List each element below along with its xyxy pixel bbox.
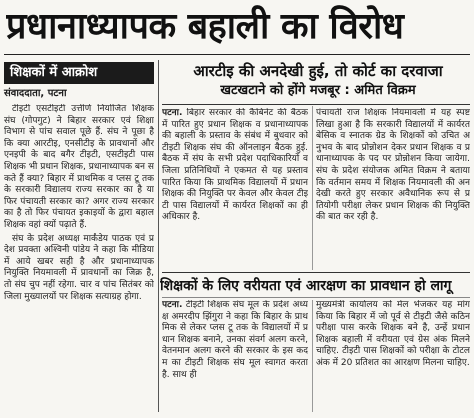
headline-rule bbox=[4, 54, 470, 55]
deck-rule bbox=[162, 104, 470, 105]
subhead-rule-top bbox=[162, 272, 470, 273]
column-divider-main bbox=[158, 60, 159, 412]
column-5-text: मुख्यमंत्री कार्यालय को मेल भेजकर यह मांग किया कि बिहार में जो पूर्व से टीइटी जैसे कठिन परीक्षा पास करके शिक्षक बने है, उन्हें प्रधान शिक्षक बहाली में वरीयता एवं ग्रेस अंक मिलने चाहिए. टीइटी पास शिक्षकों को परीक्षा के टोटल अंक में 20 प्रतिशत का आरक्षण मिलना चाहिए. bbox=[316, 300, 470, 368]
headline: प्रधानाध्यापक बहाली का विरोध bbox=[6, 5, 404, 47]
column-4 bbox=[162, 300, 308, 412]
subhead: शिक्षकों के लिए वरीयता एवं आरक्षण का प्रावधान हो लागू bbox=[160, 278, 452, 294]
deck-line-2: खटखटाने को होंगे मजबूर : अमित विक्रम bbox=[220, 83, 416, 98]
kicker-label: शिक्षकों में आक्रोश bbox=[4, 62, 154, 84]
column-3 bbox=[316, 108, 470, 270]
column-2 bbox=[162, 108, 308, 270]
byline: संवाददाता, पटना bbox=[4, 88, 67, 99]
column-2-dateline: पटना. bbox=[162, 108, 183, 118]
column-3-text: पंचायती राज शिक्षक नियमावली में यह स्पष्ट लिखा हुआ है कि सरकारी विद्यालयों में कार्यरत बेसिक व स्नातक ग्रेड के शिक्षकों को उचित अनुभव के बाद प्रोन्नोशन देकर प्रधान शिक्षक व प्रधानाध्यापक के पद पर प्रोन्नोशन किया जायेगा. संघ के प्रदेश संयोजक अमित विक्रम ने बताया कि वर्तमान समय में शिक्षक नियमावली की अनदेखी करते हुए सरकार अवैधानिक रूप से प्रतियोगी परीक्षा लेकर प्रधान शिक्षक की नियुक्ति की बात कर रही है. bbox=[316, 108, 470, 223]
column-1-paragraph-2: संघ के प्रदेश अध्यक्ष मार्कंडेय पाठक एवं प्रदेश प्रवक्ता अश्विनी पांडेय ने कहा कि मीडिया में आये खबर सही है और प्रधानाध्यापक नियुक्ति नियमावली में प्रावधानों का जिक्र है, तो संघ चुप नहीं रहेगा. चार व पांच सितंबर को जिला मुख्यालयों पर शिक्षक सत्याग्रह होगा. bbox=[4, 233, 154, 302]
column-divider-upper bbox=[312, 106, 313, 270]
column-1 bbox=[4, 104, 154, 414]
column-2-text: बिहार सरकार की कैबिनेट की बैठक में पारित हुए प्रधान शिक्षक व प्रधानाध्यापक की बहाली के प्रस्ताव के संबंध में बुधवार को टीइटी शिक्षक संघ की ऑनलाइन बैठक हुई. बैठक में संघ के सभी प्रदेश पदाधिकारियों व जिला प्रतिनिधियों ने एकमत से यह प्रस्ताव पारित किया कि प्राथमिक विद्यालयों में प्रधान शिक्षक की नियुक्ति पर केवल और केवल टीइटी पास विद्यालयों में कार्यरत शिक्षकों का ही अधिकार है. bbox=[162, 108, 308, 223]
column-4-dateline: पटना. bbox=[162, 300, 183, 310]
column-4-text: टीइटी शिक्षक संघ मूल के प्रदेश अध्यक्ष अमरदीप झिंगुरा ने कहा कि बिहार के प्राथमिक से लेकर प्लस टू तक के विद्यालयों में प्रधान शिक्षक बनाने, उनका संवर्ग अलग करने, वेतनमान अलग करने की सरकार के इस कदम का टीइटी शिक्षक संघ मूल स्वागत करता है. साथ ही bbox=[162, 300, 308, 380]
column-divider-lower bbox=[312, 300, 313, 412]
deck-line-1: आरटीइ की अनदेखी हुई, तो कोर्ट का दरवाजा bbox=[193, 62, 443, 80]
subhead-rule-bottom bbox=[162, 297, 470, 298]
column-1-paragraph-1: टीइटी एसटीइटी उत्तीर्ण नियोजित शिक्षक संघ (गोपगुट) ने बिहार सरकार एवं शिक्षा विभाग से पांच सवाल पूछे हैं. संघ ने पूछा है कि क्या आरटीइ, एनसीटीइ के प्रावधानों और एनइपी के बाद बगैर टीइटी, एसटीइटी पास शिक्षक भी प्रधान शिक्षक, प्रधानाध्यापक बन सकते हैं क्या? बिहार में प्राथमिक व प्लस टू तक के सरकारी विद्यालय राज्य सरकार का है या फिर पंचायती सरकार का? अगर राज्य सरकार का है तो फिर पंचायत इकाइयों के द्वारा बहाल शिक्षक वहां क्यों पढ़ाते हैं. bbox=[4, 104, 154, 230]
deck bbox=[168, 62, 468, 102]
column-5 bbox=[316, 300, 470, 412]
